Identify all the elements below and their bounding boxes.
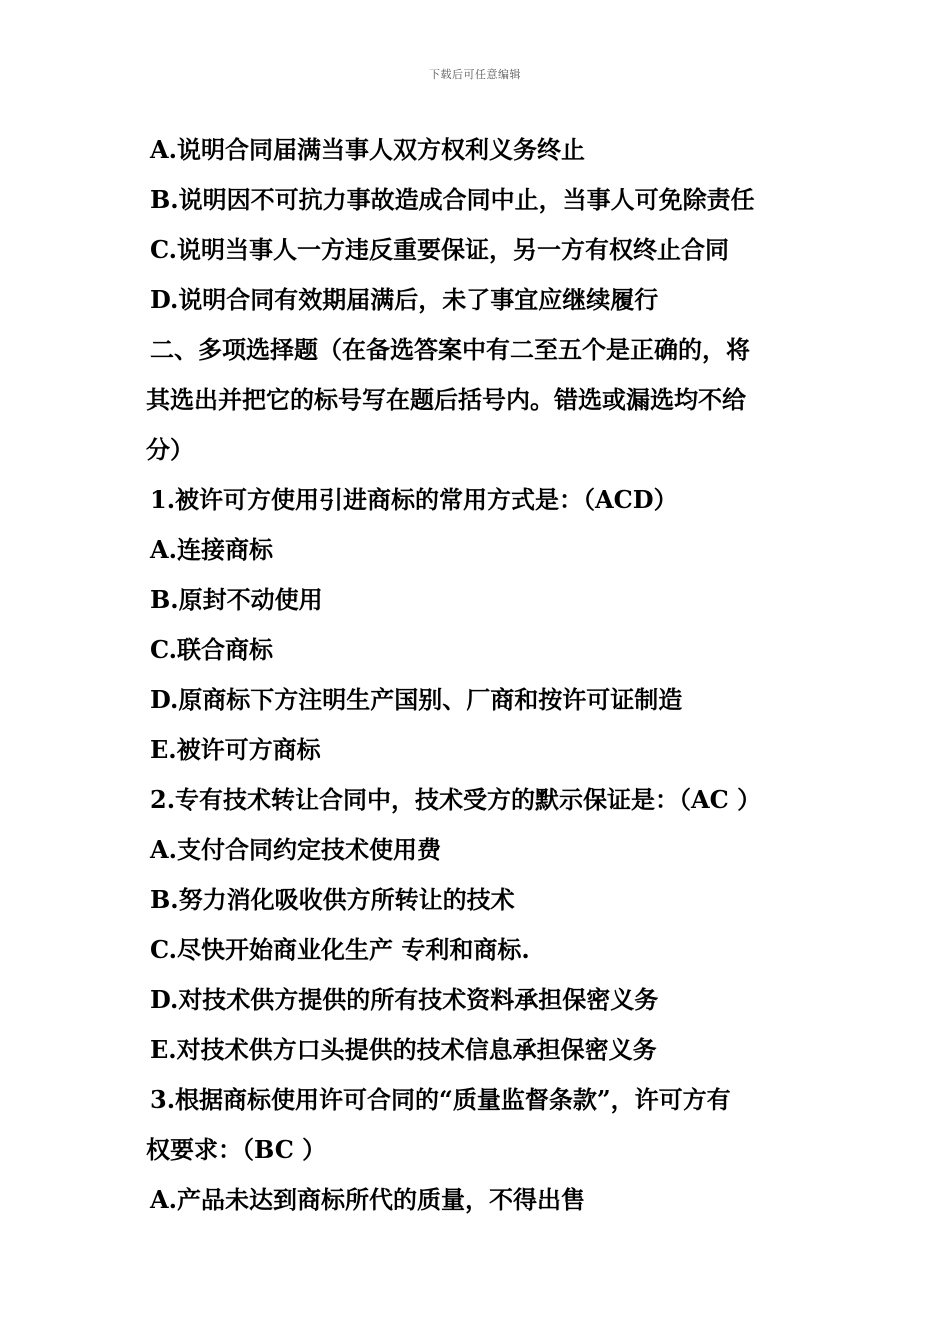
- option-line: D.对技术供方提供的所有技术资料承担保密义务: [150, 985, 659, 1014]
- option-line: A.说明合同届满当事人双方权利义务终止: [150, 135, 585, 164]
- option-line: D.原商标下方注明生产国别、厂商和按许可证制造: [150, 685, 683, 714]
- document-body: [146, 128, 816, 1228]
- option-line: A.产品未达到商标所代的质量，不得出售: [150, 1185, 585, 1214]
- option-line: A.支付合同约定技术使用费: [150, 835, 441, 864]
- option-line: C.尽快开始商业化生产 专利和商标.: [150, 935, 530, 964]
- option-line: B.原封不动使用: [150, 585, 323, 614]
- option-line: E.对技术供方口头提供的技术信息承担保密义务: [150, 1035, 657, 1064]
- option-line: C.联合商标: [150, 635, 274, 664]
- option-line: A.连接商标: [150, 535, 273, 564]
- option-line: B.努力消化吸收供方所转让的技术: [150, 885, 515, 914]
- option-line: B.说明因不可抗力事故造成合同中止，当事人可免除责任: [150, 185, 755, 214]
- option-line: C.说明当事人一方违反重要保证，另一方有权终止合同: [150, 235, 730, 264]
- option-line: D.说明合同有效期届满后，未了事宜应继续履行: [150, 285, 659, 314]
- question-3-continued: 权要求：（BC ）: [146, 1135, 327, 1164]
- page-header: 下载后可任意编辑: [429, 68, 521, 81]
- section-heading-continued: 分）: [146, 435, 194, 464]
- section-heading: 二、多项选择题（在备选答案中有二至五个是正确的，将: [150, 335, 750, 364]
- question-1: 1.被许可方使用引进商标的常用方式是：（ACD）: [150, 485, 678, 514]
- question-2: 2.专有技术转让合同中，技术受方的默示保证是：（AC ）: [150, 785, 762, 814]
- option-line: E.被许可方商标: [150, 735, 321, 764]
- question-3: 3.根据商标使用许可合同的“质量监督条款”，许可方有: [150, 1085, 731, 1114]
- section-heading-continued: 其选出并把它的标号写在题后括号内。错选或漏选均不给: [146, 385, 746, 414]
